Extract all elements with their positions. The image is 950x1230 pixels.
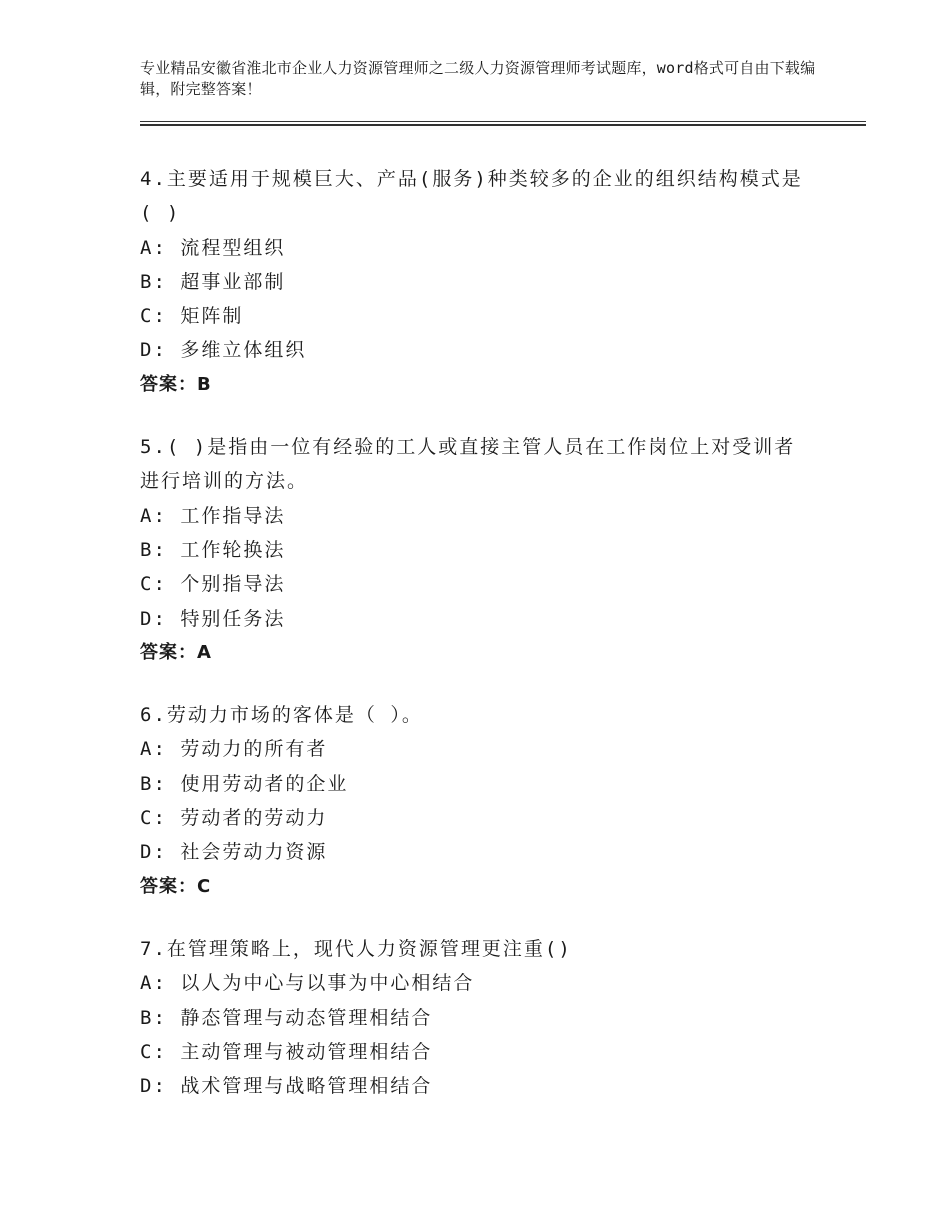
option-b: B: 超事业部制: [140, 270, 286, 293]
question-stem: 4.主要适用于规模巨大、产品(服务)种类较多的企业的组织结构模式是( ): [140, 168, 803, 225]
option-d: D: 社会劳动力资源: [140, 841, 328, 864]
question-6: [140, 698, 820, 904]
answer-label: 答案：C: [140, 875, 212, 897]
question-list: [140, 162, 820, 1131]
question-stem: 7.在管理策略上，现代人力资源管理更注重(): [140, 937, 572, 960]
answer-label: 答案：A: [140, 641, 212, 663]
question-stem: 6.劳动力市场的客体是（ ）。: [140, 704, 423, 727]
option-b: B: 静态管理与动态管理相结合: [140, 1006, 433, 1029]
option-d: D: 特别任务法: [140, 607, 286, 630]
header-divider-thin: [140, 121, 866, 122]
option-b: B: 使用劳动者的企业: [140, 772, 349, 795]
question-stem: 5.( )是指由一位有经验的工人或直接主管人员在工作岗位上对受训者进行培训的方法。: [140, 436, 796, 493]
option-b: B: 工作轮换法: [140, 538, 286, 561]
option-a: A: 以人为中心与以事为中心相结合: [140, 972, 475, 995]
option-c: C: 劳动者的劳动力: [140, 807, 328, 830]
header-divider-thick: [140, 124, 866, 126]
answer-label: 答案：B: [140, 373, 212, 395]
option-d: D: 战术管理与战略管理相结合: [140, 1075, 433, 1098]
question-7: [140, 932, 820, 1103]
document-header: 专业精品安徽省淮北市企业人力资源管理师之二级人力资源管理师考试题库，word格式可自由下载编辑，附完整答案！: [140, 59, 816, 98]
question-4: [140, 162, 820, 402]
option-c: C: 个别指导法: [140, 573, 286, 596]
option-a: A: 劳动力的所有者: [140, 738, 328, 761]
option-d: D: 多维立体组织: [140, 339, 307, 362]
option-a: A: 工作指导法: [140, 504, 286, 527]
option-c: C: 主动管理与被动管理相结合: [140, 1040, 433, 1063]
option-a: A: 流程型组织: [140, 236, 286, 259]
question-5: [140, 430, 820, 670]
option-c: C: 矩阵制: [140, 305, 244, 328]
